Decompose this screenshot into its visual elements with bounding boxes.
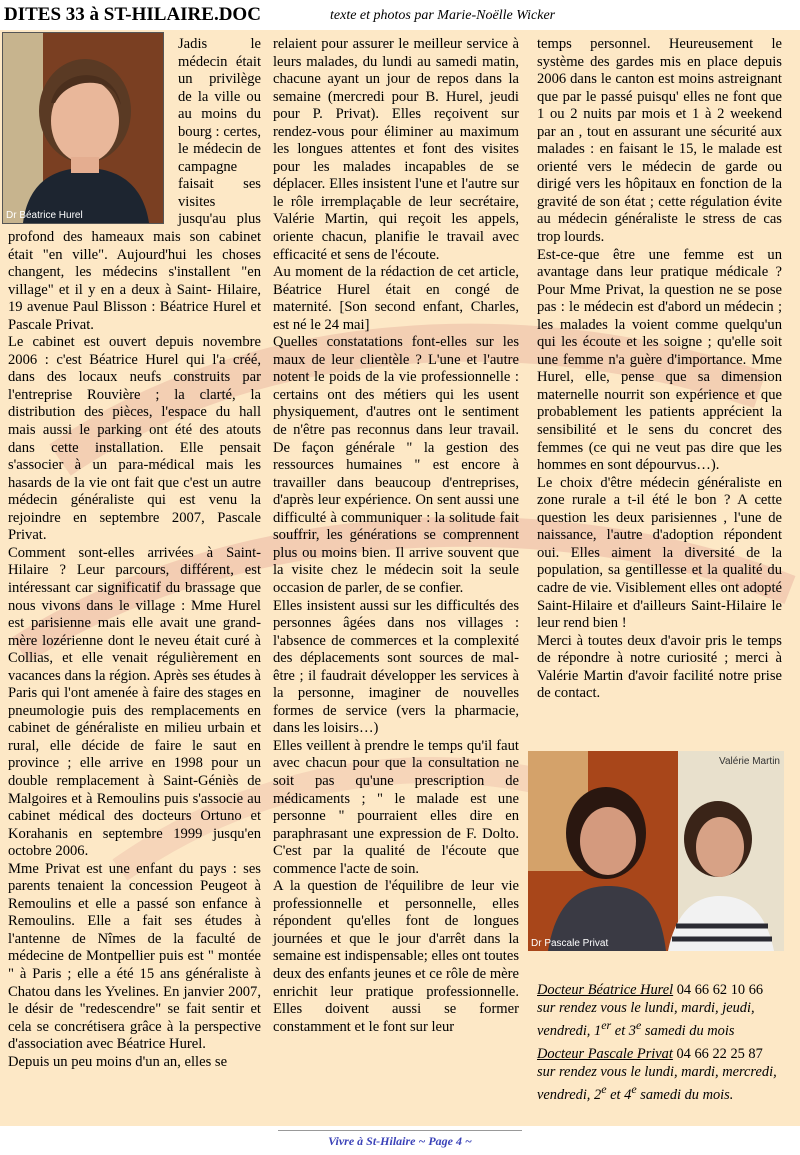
contact-hurel-hours: sur rendez vous le lundi, mardi, jeudi, vendredi, 1 — [537, 999, 755, 1039]
paragraph: Mme Privat est une enfant du pays : ses parents tenaient la concession Peugeot à Remoulins et elle a passé son enfance à Remoulins. Elle a fait ses études à l'antenne de Nîmes de la faculté de médecine de Montpellier puis est " montée " à Paris ; elle a été 15 ans généraliste à Chatou dans les Yvelines. En janvier 2007, le désir de "redescendre" se fait sentir et cela se concrétisera grâce à la perspective d'association avec Béatrice Hurel. — [8, 860, 261, 1053]
contact-hurel-hours: et 3 — [611, 1022, 636, 1039]
contact-privat-hours: samedi du mois. — [636, 1087, 734, 1104]
paragraph: Quelles constatations font-elles sur les maux de leur clientèle ? L'une et l'autre notent le poids de la vie professionnelle : certains ont des métiers qui les usent physiquement, d'autres ont le sentiment de n'être pas reconnus dans leur travail. De façon générale " la gestion des ressources humaines " est encore à travailler dans beaucoup d'entreprises, d'après leur expérience. On sent aussi une difficulté à communiquer : la solitude fait souffrir, les générations se comprennent plus ou moins bien. Il arrive souvent que la visite chez le médecin soit la seule occasion de parler, de se confier. — [273, 334, 519, 596]
contact-privat-phone: 04 66 22 25 87 — [672, 1046, 763, 1063]
column-1 — [8, 36, 261, 1071]
document-title: DITES 33 à ST-HILAIRE.DOC — [4, 4, 261, 25]
ordinal: e — [635, 1018, 642, 1032]
ordinal: e — [631, 1082, 637, 1097]
photo-spacer — [8, 36, 170, 229]
paragraph: Merci à toutes deux d'avoir pris le temps de répondre à notre curiosité ; merci à Valérie Martin d'avoir facilité notre prise de contact. — [537, 632, 782, 702]
contact-hurel-hours: samedi du mois — [641, 1022, 735, 1039]
two-women-portrait — [528, 751, 784, 951]
article-body — [0, 30, 800, 1126]
page-footer — [0, 1134, 800, 1149]
column-2 — [273, 36, 519, 1036]
byline: texte et photos par Marie-Noëlle Wicker — [330, 8, 556, 23]
contact-privat-hours: et 4 — [606, 1087, 632, 1104]
paragraph: temps personnel. Heureusement le système des gardes mis en place depuis 2006 dans le canton est moins astreignant que par le passé puisqu' elles ne font que 1 ou 2 nuits par mois et 1 à 2 weekend par an , tout en assurant une sécurité aux malades : en faisant le 15, le malade est orienté vers le médecin de garde ou dirigé vers les hôpitaux en fonction de la gravité de son état ; cette régulation évite au médecin généraliste le stress de cas trop lourds. — [537, 36, 782, 246]
paragraph: Depuis un peu moins d'un an, elles se — [8, 1053, 228, 1070]
paragraph: relaient pour assurer le meilleur service à leurs malades, du lundi au samedi matin, chacune ayant un jour de repos dans la semaine (mercredi pour B. Hurel, jeudi pour P. Privat). Elles reçoivent sur rendez-vous pour éliminer au maximum les longues attentes et font des visites pour les malades incapables de se déplacer. Elles insistent l'une et l'autre sur le rôle irremplaçable de leur secrétaire, Valérie Martin, qui reçoit les appels, oriente chacun, planifie le travail avec efficacité et sens de l'écoute. — [273, 36, 519, 263]
hurel-caption: Dr Béatrice Hurel — [6, 210, 83, 221]
privat-caption: Dr Pascale Privat — [531, 938, 609, 949]
paragraph: Comment sont-elles arrivées à Saint-Hilaire ? Leur parcours, différent, est intéressant car significatif du brassage que nous vivons dans le village : Mme Hurel est parisienne mais elle avait une grand-mère lozérienne dont le neveu était curé à Collias, et elle venait régulièrement en vacances dans la région. Après ses études à Paris qui l'ont amenée à faire des stages en pneumologie puis des remplacements en cabinet de généraliste en milieu urbain et rural, elle décide de faire le saut en province ; elle arrive en 1998 pour un double remplacement à Saint-Géniès de Malgoires et à Remoulins puis s'associe au cabinet médical des docteurs Ortuno et Korahanis en septembre 1999 jusqu'en octobre 2006. — [8, 544, 261, 860]
paragraph: Le choix d'être médecin généraliste en zone rurale a t-il été le bon ? A cette question les deux parisiennes , l'une de naissance, l'autre d'adoption répondent oui. Elles aiment la diversité de la population, sa gentillesse et la qualité du cadre de vie. Visiblement elles ont adopté Saint-Hilaire et d'ailleurs Saint-Hilaire le leur rend bien ! — [537, 474, 782, 632]
ordinal: e — [601, 1082, 607, 1097]
column-3 — [537, 36, 782, 703]
paragraph: Elles insistent aussi sur les difficultés des personnes âgées dans nos villages : l'absence de commerces et la complexité des déplacements sont sources de mal-être ; il faudrait développer les services à la personne, imaginer de nouvelles formes de service (vers la pharmacie, dans les loisirs…) — [273, 597, 519, 737]
paragraph: Au moment de la rédaction de cet article, Béatrice Hurel était en congé de maternité. [Son second enfant, Charles, est né le 24 mai] — [273, 264, 519, 333]
page-header — [0, 0, 800, 30]
footer-rule — [278, 1130, 522, 1131]
privat-martin-photo — [528, 751, 784, 951]
paragraph: Est-ce-que être une femme est un avantage dans leur pratique médicale ? Pour Mme Privat, la question ne se pose pas : le médecin est d'abord un médecin ; les malades la voient comme quelqu'un qui les écoute et les soigne ; qu'elle soit une femme n'a guère d'importance. Mme Hurel, elle, pense que sa dimension maternelle nourrit son expérience et que probablement les patients apprécient la sensibilité et le sens du concret des femmes (ce qui ne veut pas dire que les hommes en sont dépourvus…). — [537, 246, 782, 474]
contact-privat-hours: sur rendez vous le lundi, mardi, mercredi, vendredi, 2 — [537, 1063, 777, 1104]
contact-hurel — [537, 982, 782, 1040]
contact-hurel-name: Docteur Béatrice Hurel — [537, 982, 674, 998]
martin-caption: Valérie Martin — [719, 756, 780, 767]
contact-privat — [537, 1046, 782, 1104]
contact-hurel-phone: 04 66 62 10 66 — [673, 982, 764, 998]
contact-privat-name: Docteur Pascale Privat — [537, 1046, 673, 1063]
paragraph: Le cabinet est ouvert depuis novembre 2006 : c'est Béatrice Hurel qui l'a créé, dans des locaux neufs construits par l'entreprise Rouvière ; la clarté, la distribution des pièces, l'espace du hall mais aussi le parking ont été des atouts dans cette installation. Elle pensait s'associer à un para-médical mais les hasards de la vie ont fait que c'est un autre médecin généraliste qui est venu la rejoindre en septembre 2007, Pascale Privat. — [8, 334, 261, 544]
footer-text: Vivre à St-Hilaire ~ Page 4 ~ — [328, 1134, 472, 1148]
paragraph: A la question de l'équilibre de leur vie professionnelle et personnelle, elles répondent qu'elles font de longues journées et que le jour d'arrêt dans la semaine est indispensable; elles ont toutes deux des enfants jeunes et ce rôle de mère enrichit leur pratique professionnelle. Elles doivent aussi se former constamment et le font sur leur — [273, 878, 520, 1035]
paragraph: Elles veillent à prendre le temps qu'il faut avec chacun pour que la consultation ne soit pas qu'une prescription de médicaments ; " le malade est une personne " pourraient elles dire en paraphrasant une expression de F. Dolto. C'est par la qualité de l'écoute que commence l'acte de soin. — [273, 737, 519, 877]
contact-box — [537, 982, 782, 1111]
paragraph: Jadis le médecin était un privilège de la ville ou au moins du bourg : certes, le médecin de campagne faisait ses visites jusqu'au plus profond des hameaux mais son cabinet était "en ville". Aujourd'hui les choses changent, les médecins s'installent "en village" et il y en a deux à Saint- Hilaire, 19 avenue Paul Blisson : Béatrice Hurel et Pascale Privat. — [8, 36, 261, 333]
ordinal: er — [601, 1018, 612, 1032]
